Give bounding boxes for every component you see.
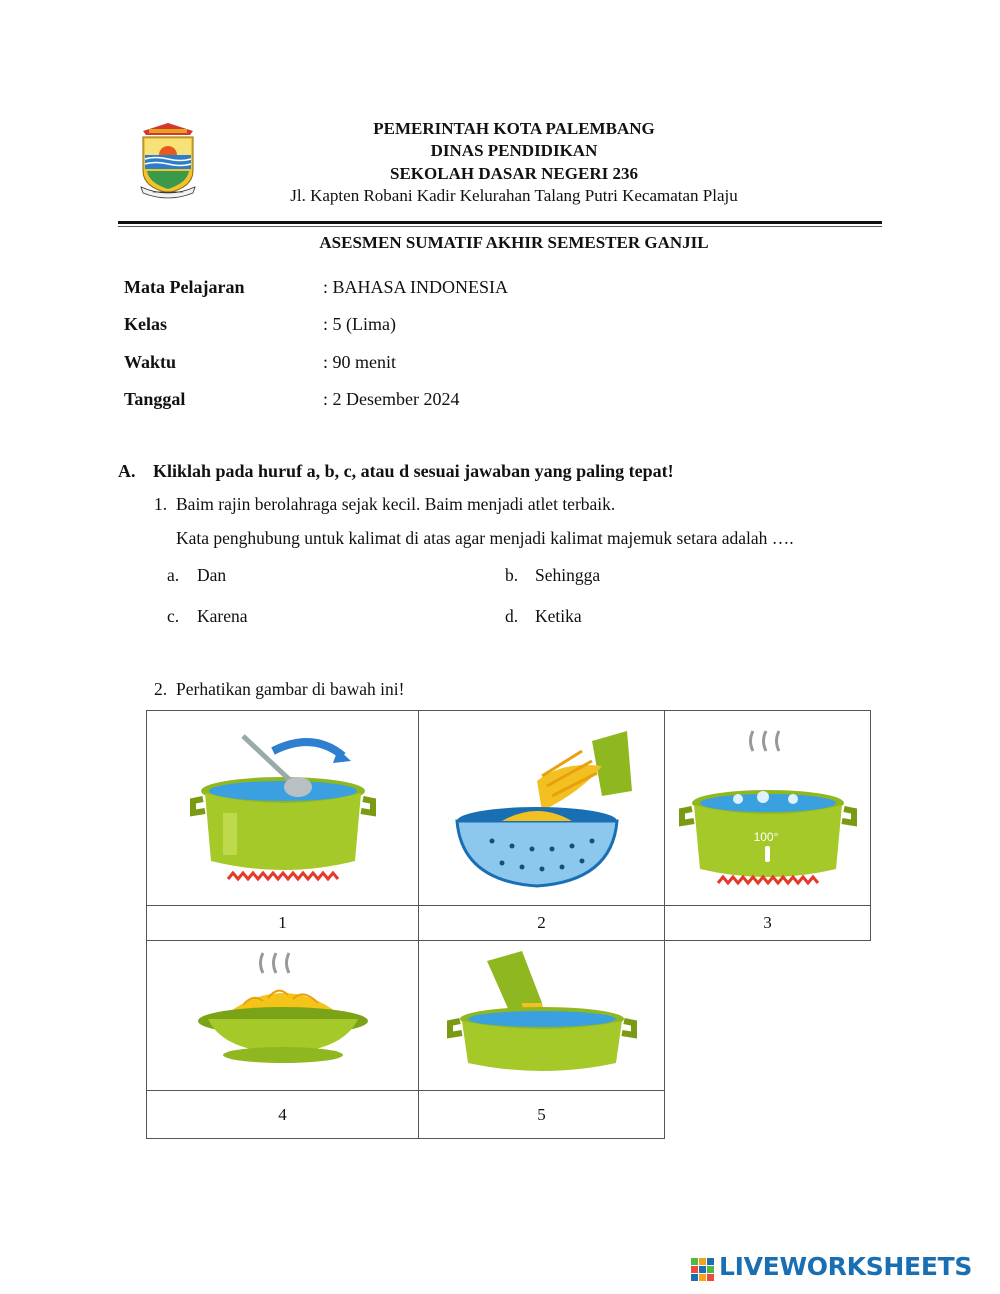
option-c[interactable]: [167, 606, 248, 627]
info-label: Waktu: [124, 352, 177, 372]
question-1-prompt: Kata penghubung untuk kalimat di atas agar menjadi kalimat majemuk setara adalah ….: [176, 528, 794, 548]
section-instruction-text: Kliklah pada huruf a, b, c, atau d sesuai jawaban yang paling tepat!: [153, 461, 674, 481]
question-2: [154, 679, 404, 700]
boiling-pot-image: [678, 721, 858, 891]
info-value: : 5 (Lima): [323, 314, 396, 334]
header-department: DINAS PENDIDIKAN: [430, 141, 598, 160]
option-letter: b.: [505, 565, 519, 585]
question-number: 1.: [154, 494, 168, 514]
info-value: : BAHASA INDONESIA: [323, 277, 509, 297]
image-cell-5: [419, 941, 665, 1091]
option-letter: d.: [505, 606, 519, 626]
info-label: Mata Pelajaran: [124, 277, 245, 297]
exam-title: ASESMEN SUMATIF AKHIR SEMESTER GANJIL: [319, 233, 709, 252]
step-label-4: 4: [147, 1091, 419, 1139]
option-text: Dan: [197, 565, 227, 585]
image-cell-4: [147, 941, 419, 1091]
noodle-plate-image: [183, 943, 383, 1083]
section-a-instruction: [118, 461, 674, 482]
option-text: Sehingga: [535, 565, 601, 585]
option-d[interactable]: [505, 606, 582, 627]
liveworksheets-logo-icon: [691, 1258, 715, 1282]
info-value: : 90 menit: [323, 352, 396, 372]
question-1: [154, 494, 615, 515]
option-letter: c.: [167, 606, 180, 626]
step-label-5: 5: [419, 1091, 665, 1139]
image-cell-3: [665, 711, 871, 906]
image-cell-1: [147, 711, 419, 906]
option-b[interactable]: [505, 565, 600, 586]
info-label: Tanggal: [124, 389, 186, 409]
info-value: : 2 Desember 2024: [323, 389, 460, 409]
step-label-2: 2: [419, 906, 665, 941]
option-letter: a.: [167, 565, 180, 585]
header-divider: [118, 221, 882, 224]
section-letter: A.: [118, 461, 136, 481]
header-government: PEMERINTAH KOTA PALEMBANG: [373, 119, 655, 138]
header-address: Jl. Kapten Robani Kadir Kelurahan Talang Putri Kecamatan Plaju: [290, 186, 738, 205]
step-label-3: 3: [665, 906, 871, 941]
liveworksheets-brand: [691, 1252, 991, 1286]
question-number: 2.: [154, 679, 168, 699]
step-label-1: 1: [147, 906, 419, 941]
empty-cell: [665, 941, 871, 1139]
option-text: Ketika: [535, 606, 582, 626]
image-cell-2: [419, 711, 665, 906]
option-a[interactable]: [167, 565, 226, 586]
option-text: Karena: [197, 606, 248, 626]
header-school: SEKOLAH DASAR NEGERI 236: [390, 164, 638, 183]
pot-stirring-image: [183, 721, 383, 891]
info-label: Kelas: [124, 314, 167, 334]
adding-noodles-image: [442, 943, 642, 1083]
header-divider-thin: [118, 226, 882, 227]
brand-name: LIVEWORKSHEETS: [719, 1252, 973, 1281]
draining-noodles-image: [442, 721, 642, 891]
svg-text:100°: 100°: [753, 829, 778, 844]
question-text: Baim rajin berolahraga sejak kecil. Baim menjadi atlet terbaik.: [176, 494, 616, 514]
cooking-steps-table: [146, 710, 871, 1139]
question-text: Perhatikan gambar di bawah ini!: [176, 679, 405, 699]
